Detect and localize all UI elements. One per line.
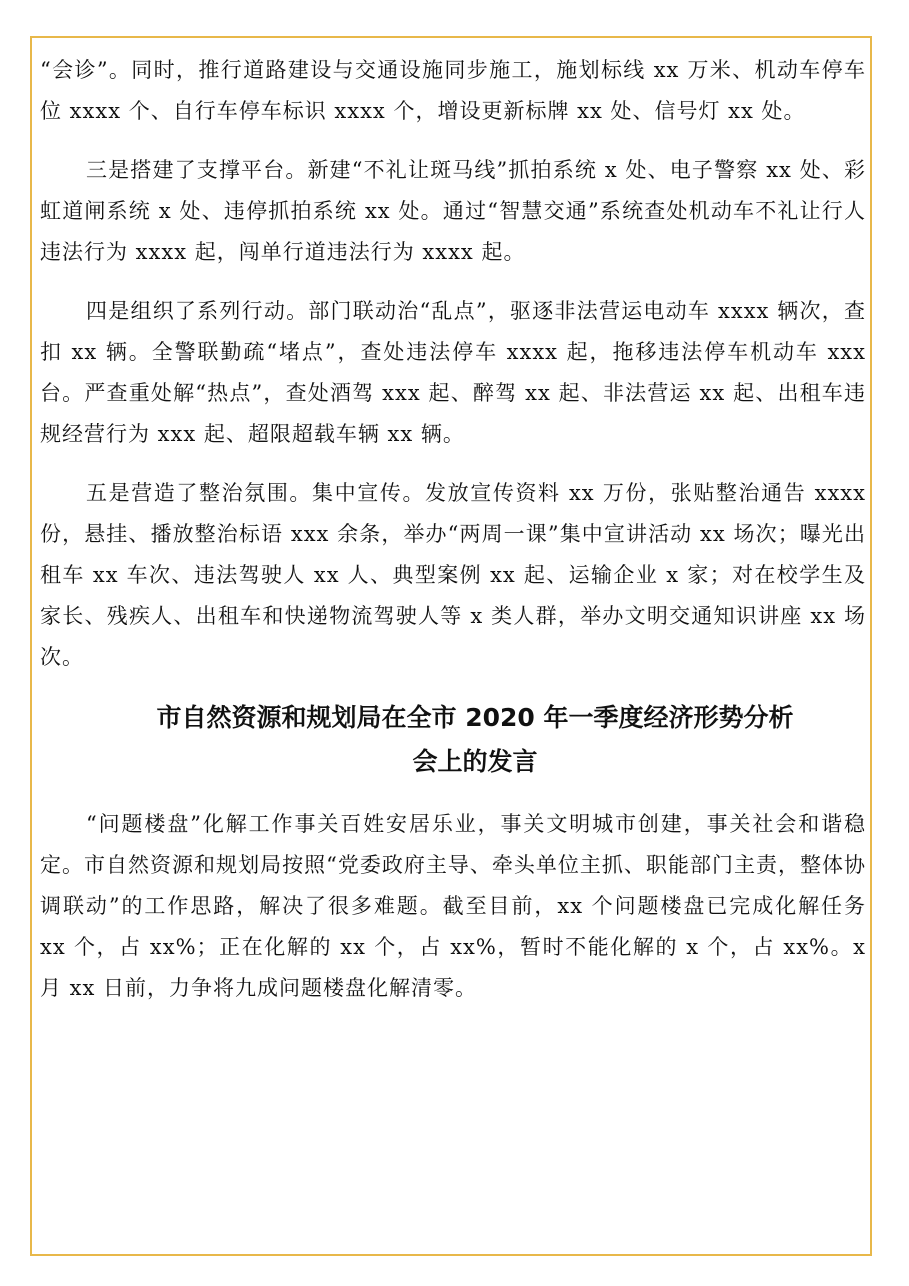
paragraph-atmosphere: 五是营造了整治氛围。集中宣传。发放宣传资料 xx 万份，张贴整治通告 xxxx 份，悬挂、播放整治标语 xxx 余条，举办“两周一课”集中宣讲活动 xx 场次；曝光出租车 xx 车次、违法驾驶人 xx 人、典型案例 xx 起、运输企业 x 家；对在校学生及家长、残疾人、出租车和快递物流驾驶人等 x 类人群，举办文明交通知识讲座 xx 场次。 xyxy=(40,481,866,669)
section-heading xyxy=(40,696,866,784)
paragraph-problem-buildings: “问题楼盘”化解工作事关百姓安居乐业，事关文明城市创建，事关社会和谐稳定。市自然资源和规划局按照“党委政府主导、牵头单位主抓、职能部门主责，整体协调联动”的工作思路，解决了很多难题。截至目前，xx 个问题楼盘已完成化解任务 xx 个，占 xx%；正在化解的 xx 个，占 xx%，暂时不能化解的 x 个，占 xx%。x 月 xx 日前，力争将九成问题楼盘化解清零。 xyxy=(40,812,866,1000)
paragraph-series-actions: 四是组织了系列行动。部门联动治“乱点”，驱逐非法营运电动车 xxxx 辆次，查扣 xx 辆。全警联勤疏“堵点”，查处违法停车 xxxx 起，拖移违法停车机动车 xxx 台。严查重处解“热点”，查处酒驾 xxx 起、醉驾 xx 起、非法营运 xx 起、出租车违规经营行为 xxx 起、超限超载车辆 xx 辆。 xyxy=(40,299,866,446)
section-heading-line-1: 市自然资源和规划局在全市 2020 年一季度经济形势分析 xyxy=(156,703,794,732)
document-body xyxy=(40,50,866,1027)
paragraph-continuation: “会诊”。同时，推行道路建设与交通设施同步施工，施划标线 xx 万米、机动车停车位 xxxx 个、自行车停车标识 xxxx 个，增设更新标牌 xx 处、信号灯 xx 处。 xyxy=(40,58,866,123)
section-heading-line-2: 会上的发言 xyxy=(412,747,538,776)
paragraph-support-platform: 三是搭建了支撑平台。新建“不礼让斑马线”抓拍系统 x 处、电子警察 xx 处、彩虹道闸系统 x 处、违停抓拍系统 xx 处。通过“智慧交通”系统查处机动车不礼让行人违法行为 xxxx 起，闯单行道违法行为 xxxx 起。 xyxy=(40,158,866,264)
